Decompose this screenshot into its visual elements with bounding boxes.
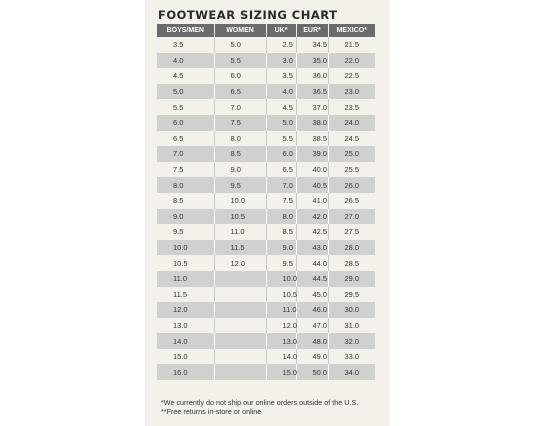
- column-header-women: WOMEN: [214, 24, 266, 37]
- mexico-size-cell: 25.0: [328, 146, 375, 162]
- eur-size-cell: 44.5: [296, 271, 328, 287]
- women-size-cell: 6.0: [214, 68, 266, 84]
- mexico-size-cell: 30.0: [328, 302, 375, 318]
- mexico-size-cell: 29.0: [328, 271, 375, 287]
- women-size-cell: 8.0: [214, 131, 266, 147]
- eur-size-cell: 48.0: [296, 333, 328, 349]
- uk-size-cell: 8.5: [266, 224, 296, 240]
- uk-size-cell: 7.5: [266, 193, 296, 209]
- eur-size-cell: 36.0: [296, 68, 328, 84]
- women-size-cell: 7.5: [214, 115, 266, 131]
- boys-men-size-cell: 10.5: [157, 255, 214, 271]
- eur-size-cell: 38.0: [296, 115, 328, 131]
- women-size-cell: 10.5: [214, 209, 266, 225]
- women-size-cell: 9.5: [214, 177, 266, 193]
- boys-men-size-cell: 11.0: [157, 271, 214, 287]
- eur-size-cell: 40.5: [296, 177, 328, 193]
- footnotes: [161, 398, 358, 416]
- uk-size-cell: 4.5: [266, 99, 296, 115]
- mexico-size-cell: 27.5: [328, 224, 375, 240]
- boys-men-size-cell: 3.5: [157, 37, 214, 53]
- women-size-cell: [214, 271, 266, 287]
- table-row: [157, 53, 375, 69]
- table-row: [157, 115, 375, 131]
- eur-size-cell: 50.0: [296, 364, 328, 380]
- boys-men-size-cell: 4.0: [157, 53, 214, 69]
- uk-size-cell: 13.0: [266, 333, 296, 349]
- uk-size-cell: 9.5: [266, 255, 296, 271]
- mexico-size-cell: 31.0: [328, 318, 375, 334]
- table-row: [157, 224, 375, 240]
- eur-size-cell: 39.0: [296, 146, 328, 162]
- women-size-cell: 8.5: [214, 146, 266, 162]
- eur-size-cell: 37.0: [296, 99, 328, 115]
- women-size-cell: 7.0: [214, 99, 266, 115]
- mexico-size-cell: 24.0: [328, 115, 375, 131]
- mexico-size-cell: 23.5: [328, 99, 375, 115]
- uk-size-cell: 14.0: [266, 349, 296, 365]
- women-size-cell: 10.0: [214, 193, 266, 209]
- women-size-cell: [214, 318, 266, 334]
- table-row: [157, 209, 375, 225]
- uk-size-cell: 7.0: [266, 177, 296, 193]
- column-header-mexico: MEXICO*: [328, 24, 375, 37]
- boys-men-size-cell: 12.0: [157, 302, 214, 318]
- mexico-size-cell: 22.5: [328, 68, 375, 84]
- women-size-cell: 11.5: [214, 240, 266, 256]
- boys-men-size-cell: 6.5: [157, 131, 214, 147]
- women-size-cell: 5.0: [214, 37, 266, 53]
- mexico-size-cell: 34.0: [328, 364, 375, 380]
- table-row: [157, 68, 375, 84]
- boys-men-size-cell: 7.5: [157, 162, 214, 178]
- boys-men-size-cell: 4.5: [157, 68, 214, 84]
- boys-men-size-cell: 5.0: [157, 84, 214, 100]
- uk-size-cell: 10.5: [266, 287, 296, 303]
- boys-men-size-cell: 8.0: [157, 177, 214, 193]
- eur-size-cell: 49.0: [296, 349, 328, 365]
- eur-size-cell: 42.0: [296, 209, 328, 225]
- mexico-size-cell: 33.0: [328, 349, 375, 365]
- eur-size-cell: 46.0: [296, 302, 328, 318]
- eur-size-cell: 35.0: [296, 53, 328, 69]
- mexico-size-cell: 29.5: [328, 287, 375, 303]
- column-header-eur: EUR*: [296, 24, 328, 37]
- mexico-size-cell: 26.5: [328, 193, 375, 209]
- eur-size-cell: 36.5: [296, 84, 328, 100]
- mexico-size-cell: 28.5: [328, 255, 375, 271]
- mexico-size-cell: 22.0: [328, 53, 375, 69]
- uk-size-cell: 12.0: [266, 318, 296, 334]
- footnote-shipping: *We currently do not ship our online orders outside of the U.S.: [161, 398, 359, 407]
- table-row: [157, 240, 375, 256]
- boys-men-size-cell: 15.0: [157, 349, 214, 365]
- table-row: [157, 193, 375, 209]
- boys-men-size-cell: 11.5: [157, 287, 214, 303]
- mexico-size-cell: 27.0: [328, 209, 375, 225]
- boys-men-size-cell: 7.0: [157, 146, 214, 162]
- table-row: [157, 131, 375, 147]
- table-row: [157, 37, 375, 53]
- eur-size-cell: 47.0: [296, 318, 328, 334]
- uk-size-cell: 2.5: [266, 37, 296, 53]
- boys-men-size-cell: 5.5: [157, 99, 214, 115]
- mexico-size-cell: 26.0: [328, 177, 375, 193]
- boys-men-size-cell: 9.5: [157, 224, 214, 240]
- mexico-size-cell: 28.0: [328, 240, 375, 256]
- boys-men-size-cell: 10.0: [157, 240, 214, 256]
- boys-men-size-cell: 9.0: [157, 209, 214, 225]
- table-row: [157, 146, 375, 162]
- mexico-size-cell: 23.0: [328, 84, 375, 100]
- women-size-cell: [214, 349, 266, 365]
- table-row: [157, 271, 375, 287]
- eur-size-cell: 41.0: [296, 193, 328, 209]
- women-size-cell: 11.0: [214, 224, 266, 240]
- column-header-uk: UK*: [266, 24, 296, 37]
- uk-size-cell: 11.0: [266, 302, 296, 318]
- uk-size-cell: 10.0: [266, 271, 296, 287]
- eur-size-cell: 38.5: [296, 131, 328, 147]
- mexico-size-cell: 21.5: [328, 37, 375, 53]
- women-size-cell: [214, 302, 266, 318]
- table-row: [157, 99, 375, 115]
- uk-size-cell: 15.0: [266, 364, 296, 380]
- mexico-size-cell: 32.0: [328, 333, 375, 349]
- eur-size-cell: 44.0: [296, 255, 328, 271]
- uk-size-cell: 9.0: [266, 240, 296, 256]
- eur-size-cell: 45.0: [296, 287, 328, 303]
- table-row: [157, 162, 375, 178]
- table-row: [157, 287, 375, 303]
- table-row: [157, 318, 375, 334]
- table-header-row: [157, 24, 375, 37]
- women-size-cell: [214, 287, 266, 303]
- table-row: [157, 364, 375, 380]
- table-row: [157, 177, 375, 193]
- uk-size-cell: 3.0: [266, 53, 296, 69]
- uk-size-cell: 3.5: [266, 68, 296, 84]
- footnote-returns: **Free returns in-store or online: [161, 407, 262, 416]
- uk-size-cell: 6.0: [266, 146, 296, 162]
- eur-size-cell: 40.0: [296, 162, 328, 178]
- sizing-table: [157, 24, 375, 380]
- chart-title: FOOTWEAR SIZING CHART: [158, 8, 338, 22]
- women-size-cell: 9.0: [214, 162, 266, 178]
- table-row: [157, 84, 375, 100]
- uk-size-cell: 5.5: [266, 131, 296, 147]
- mexico-size-cell: 25.5: [328, 162, 375, 178]
- uk-size-cell: 4.0: [266, 84, 296, 100]
- women-size-cell: 5.5: [214, 53, 266, 69]
- eur-size-cell: 42.5: [296, 224, 328, 240]
- table-row: [157, 349, 375, 365]
- uk-size-cell: 5.0: [266, 115, 296, 131]
- women-size-cell: [214, 364, 266, 380]
- women-size-cell: 6.5: [214, 84, 266, 100]
- boys-men-size-cell: 13.0: [157, 318, 214, 334]
- table-row: [157, 302, 375, 318]
- table-row: [157, 255, 375, 271]
- table-row: [157, 333, 375, 349]
- boys-men-size-cell: 8.5: [157, 193, 214, 209]
- mexico-size-cell: 24.5: [328, 131, 375, 147]
- eur-size-cell: 43.0: [296, 240, 328, 256]
- table-body: [157, 37, 375, 380]
- uk-size-cell: 8.0: [266, 209, 296, 225]
- uk-size-cell: 6.5: [266, 162, 296, 178]
- eur-size-cell: 34.5: [296, 37, 328, 53]
- women-size-cell: 12.0: [214, 255, 266, 271]
- boys-men-size-cell: 16.0: [157, 364, 214, 380]
- boys-men-size-cell: 14.0: [157, 333, 214, 349]
- women-size-cell: [214, 333, 266, 349]
- column-header-boys-men: BOYS/MEN: [157, 24, 214, 37]
- boys-men-size-cell: 6.0: [157, 115, 214, 131]
